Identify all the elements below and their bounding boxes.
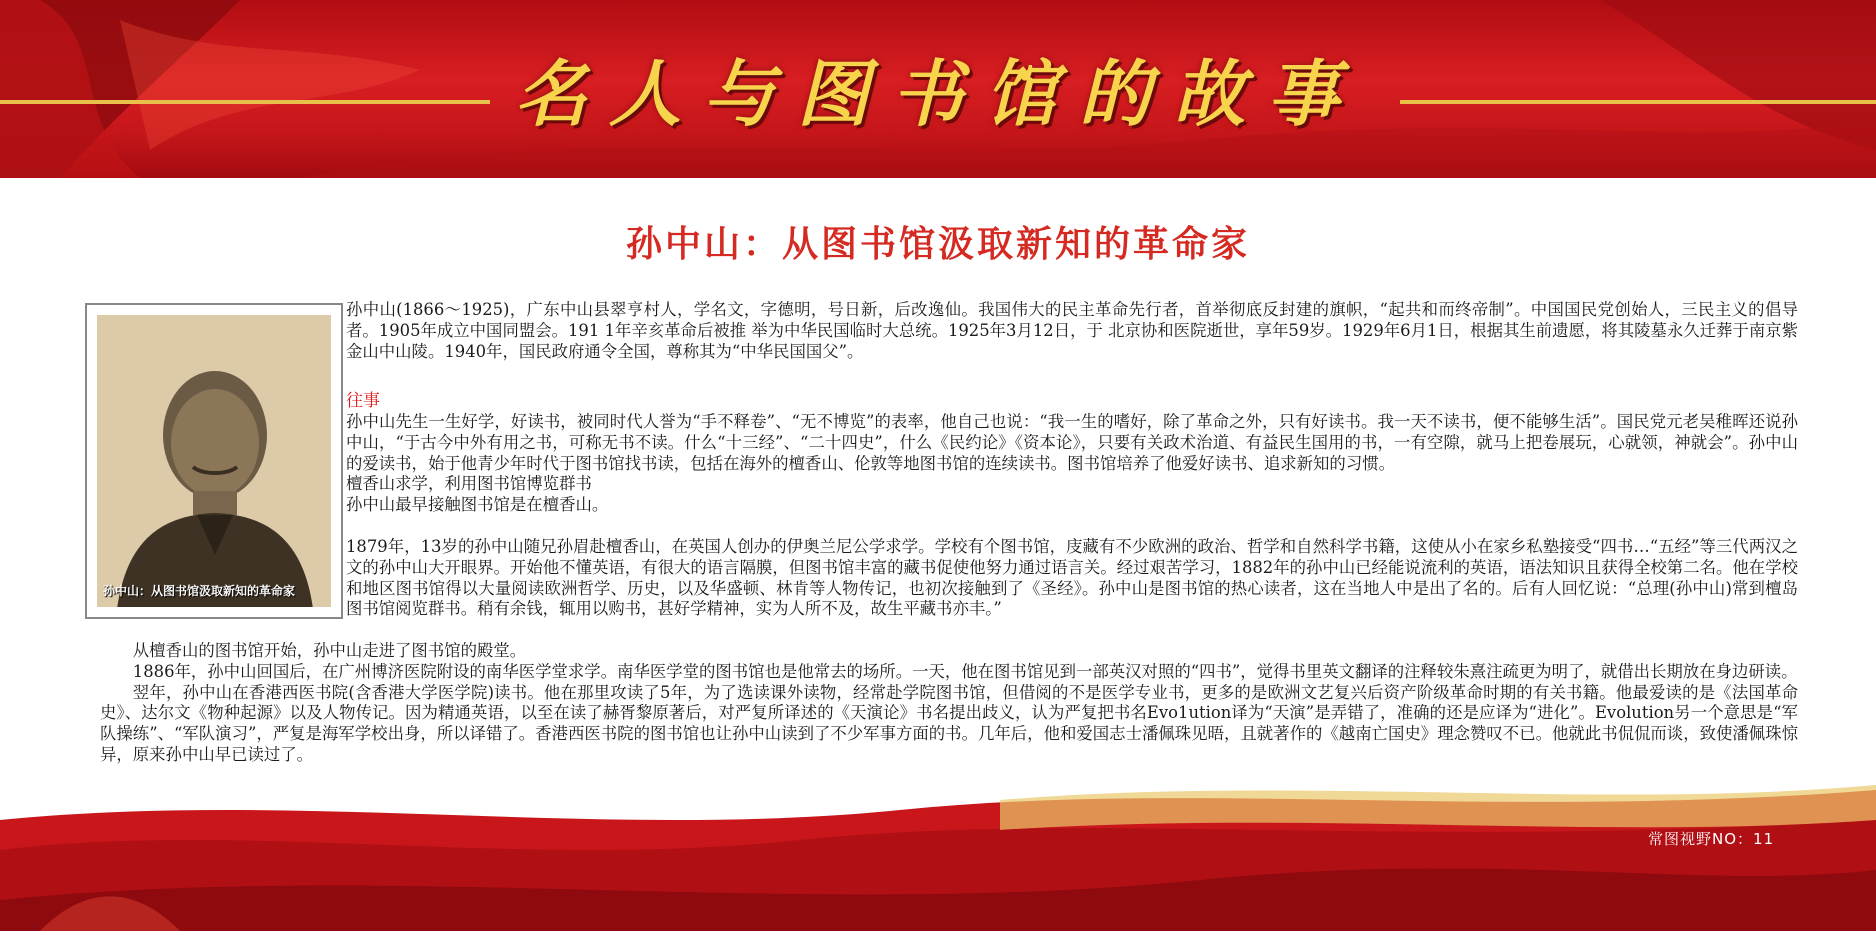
paragraph-library-hall: 从檀香山的图书馆开始，孙中山走进了图书馆的殿堂。	[132, 641, 527, 660]
article-block-4	[100, 641, 1798, 766]
footer-banner	[0, 780, 1876, 931]
paragraph-hawaii-heading: 檀香山求学，利用图书馆博览群书	[346, 474, 592, 494]
article-subtitle: 孙中山：从图书馆汲取新知的革命家	[625, 224, 1250, 265]
paragraph-1879: 1879年，13岁的孙中山随兄孙眉赴檀香山，在英国人创办的伊奥兰尼公学求学。学校有个图书馆，庋藏有不少欧洲的政治、哲学和自然科学书籍，这使从小在家乡私塾接受“四书…“五经”等三代两汉之文的孙中山大开眼界。开始他不懂英语，有很大的语言隔膜，但图书馆丰富的藏书促使他努力通过语言关。经过艰苦学习，1882年的孙中山已经能说流利的英语，语法知识且获得全校第二名。他在学校和地区图书馆得以大量阅读欧洲哲学、历史，以及华盛顿、林肯等人物传记，也初次接触到了《圣经》。孙中山是图书馆的热心读者，这在当地人中是出了名的。后有人回忆说：“总理(孙中山)常到檀岛图书馆阅览群书。稍有余钱，辄用以购书，甚好学精神，实为人所不及，故生平藏书亦丰。”	[346, 537, 1798, 619]
footer-silk-decoration	[0, 780, 1876, 931]
header-banner	[0, 0, 1876, 178]
paragraph-hawaii-intro: 孙中山最早接触图书馆是在檀香山。	[346, 495, 609, 515]
paragraph-hongkong: 翌年，孙中山在香港西医书院(含香港大学医学院)读书。他在那里攻读了5年，为了选读课外读物，经常赴学院图书馆，但借阅的不是医学专业书，更多的是欧洲文艺复兴后资产阶级革命时期的有关书籍。他最爱读的是《法国革命史》、达尔文《物种起源》以及人物传记。因为精通英语，以至在读了赫胥黎原著后，对严复所译述的《天演论》书名提出歧义，认为严复把书名Evo1ution译为“天演”是弄错了，准确的还是应译为“进化”。Evolution另一个意思是“军队操练”、“军队演习”，严复是海军学校出身，所以译错了。香港西医书院的图书馆也让孙中山读到了不少军事方面的书。几年后，他和爱国志士潘佩珠见晤，且就著作的《越南亡国史》理念赞叹不已。他就此书侃侃而谈，致使潘佩珠惊异，原来孙中山早已读过了。	[100, 682, 1798, 764]
portrait-caption: 孙中山：从图书馆汲取新知的革命家	[103, 584, 296, 598]
portrait-illustration	[97, 315, 331, 607]
portrait-frame	[85, 303, 343, 619]
article-block-3	[346, 537, 1798, 620]
section-label-past: 往事	[346, 391, 380, 411]
issue-badge: 常图视野NO：11	[1648, 830, 1775, 848]
paragraph-reading-habit: 孙中山先生一生好学，好读书，被同时代人誉为“手不释卷”、“无不博览”的表率，他自己也说：“我一生的嗜好，除了革命之外，只有好读书。我一天不读书，便不能够生活”。国民党元老吴稚晖还说孙中山，“于古今中外有用之书，可称无书不读。什么“十三经”、“二十四史”，什么《民约论》《资本论》，只要有关政术治道、有益民生国用的书，一有空隙，就马上把卷展玩，心就领，神就会”。孙中山的爱读书，始于他青少年时代于图书馆找书读，包括在海外的檀香山、伦敦等地图书馆的连续读书。图书馆培养了他爱好读书、追求新知的习惯。	[346, 412, 1798, 473]
page-title: 名人与图书馆的故事	[514, 51, 1361, 136]
intro-paragraph: 孙中山(1866～1925)，广东中山县翠亨村人，学名文，字德明，号日新，后改逸仙。我国伟大的民主革命先行者，首举彻底反封建的旗帜，“起共和而终帝制”。中国国民党创始人，三民主义的倡导者。1905年成立中国同盟会。191 1年辛亥革命后被推 举为中华民国临时大总统。1925年3月12日，于 北京协和医院逝世，享年59岁。1929年6月1日，根据其生前遗愿，将其陵墓永久迁葬于南京紫金山中山陵。1940年，国民政府通令全国，尊称其为“中华民国国父”。	[346, 300, 1798, 361]
paragraph-1886: 1886年，孙中山回国后，在广州博济医院附设的南华医学堂求学。南华医学堂的图书馆也是他常去的场所。一天，他在图书馆见到一部英汉对照的“四书”，觉得书里英文翻译的注释较朱熹注疏更为明了，就借出长期放在身边研读。	[132, 661, 1798, 681]
portrait-photo	[97, 315, 331, 607]
article-block-2	[346, 412, 1798, 516]
